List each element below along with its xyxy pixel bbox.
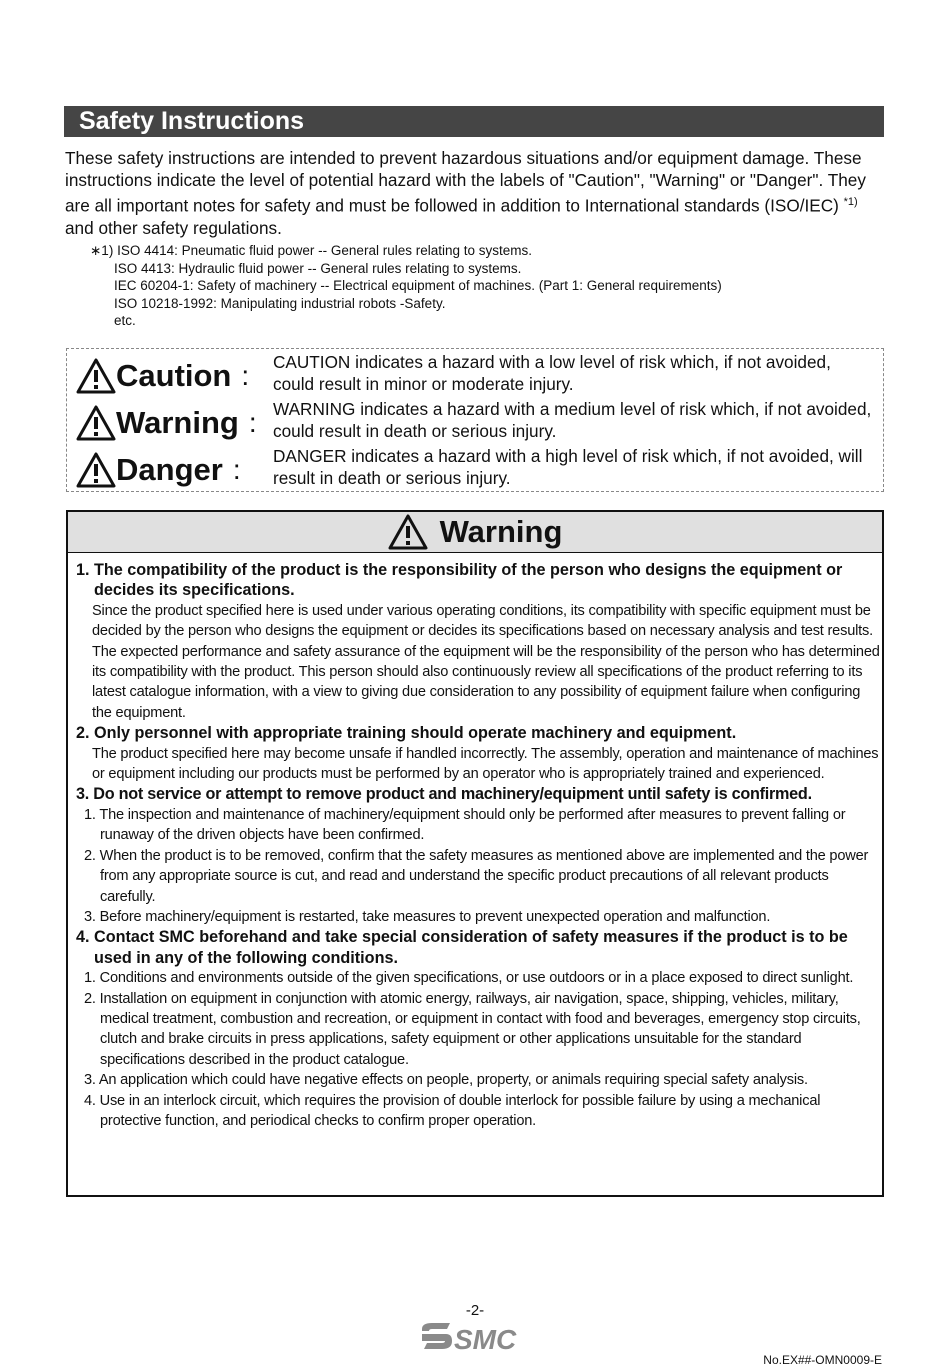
standards-references xyxy=(90,242,722,330)
smc-logo xyxy=(420,1321,530,1355)
document-number: No.EX##-OMN0009-E xyxy=(763,1353,882,1367)
warning-triangle-icon xyxy=(76,452,116,488)
warning-item-body: The product specified here may become unsafe if handled incorrectly. The assembly, operation and maintenance of machines or equipment including our products must be performed by an operator who is appropriately trained and experienced. xyxy=(92,745,879,783)
danger-description: DANGER indicates a hazard with a high level of risk which, if not avoided, will result in death or serious injury. xyxy=(273,446,863,488)
warning-item-heading: 2. Only personnel with appropriate training should operate machinery and equipment. xyxy=(76,724,737,743)
reference-line: etc. xyxy=(114,313,136,328)
section-title-bar xyxy=(64,106,884,137)
warning-box-header xyxy=(68,512,882,553)
intro-paragraph: These safety instructions are intended to prevent hazardous situations and/or equipment damage. These instructions indicate the level of potential hazard with the labels of "Caution", "Warning" or "Danger". They are all important notes for safety and must be followed in addition to International standards (ISO/IEC) $^{*1)}$ and other safety regulations. xyxy=(65,148,866,238)
warning-subitem: 4. Use in an interlock circuit, which requires the provision of double interlock for possible failure by using a mechanical protective function, and periodical checks to confirm proper operation. xyxy=(84,1092,821,1129)
warning-subitem: 2. Installation on equipment in conjunction with atomic energy, railways, air navigation, space, shipping, vehicles, military, medical treatment, combustion and recreation, or equipment in contact with food and beverages, emergency stop circuits, clutch and brake circuits in press applications, safety equipment or other applications unsuitable for the standard specifications described in the product catalogue. xyxy=(84,990,861,1068)
reference-line: IEC 60204-1: Safety of machinery -- Electrical equipment of machines. (Part 1: General requirements) xyxy=(114,278,722,293)
warning-item-heading: 4. Contact SMC beforehand and take special consideration of safety measures if the product is to be used in any of the following conditions. xyxy=(76,928,848,967)
warning-items xyxy=(76,560,880,1131)
caution-label: Caution : xyxy=(76,358,249,394)
caution-description: CAUTION indicates a hazard with a low level of risk which, if not avoided, could result in minor or moderate injury. xyxy=(273,352,831,394)
warning-subitem: 1. Conditions and environments outside of the given specifications, or use outdoors or in a place exposed to direct sunlight. xyxy=(84,970,854,987)
section-title: Safety Instructions xyxy=(79,107,305,135)
warning-triangle-icon xyxy=(76,358,116,394)
warning-subitem: 3. Before machinery/equipment is restarted, take measures to prevent unexpected operation and malfunction. xyxy=(84,908,771,925)
warning-description: WARNING indicates a hazard with a medium level of risk which, if not avoided, could result in death or serious injury. xyxy=(273,399,872,441)
reference-line: ∗1) ISO 4414: Pneumatic fluid power -- General rules relating to systems. xyxy=(90,243,532,258)
warning-subitem: 1. The inspection and maintenance of machinery/equipment should only be performed after measures to prevent falling or runaway of the driven objects have been confirmed. xyxy=(84,806,846,844)
svg-text:SMC: SMC xyxy=(454,1324,517,1355)
danger-label: Danger : xyxy=(76,452,241,488)
warning-subitem: 2. When the product is to be removed, confirm that the safety measures as mentioned above are implemented and the power from any appropriate source is cut, and read and understand the specific product precautions of all relevant products carefully. xyxy=(84,847,869,905)
page-number: -2- xyxy=(465,1302,485,1319)
footnote-mark: *1) xyxy=(843,196,858,208)
warning-box-title: Warning xyxy=(439,514,563,549)
warning-triangle-icon xyxy=(388,514,428,550)
reference-line: ISO 4413: Hydraulic fluid power -- General rules relating to systems. xyxy=(114,260,522,276)
warning-item-body: Since the product specified here is used under various operating conditions, its compatibility with specific equipment must be decided by the person who designs the equipment or decides its specifications based on necessary analysis and test results. The expected performance and safety assurance of the equipment will be the responsibility of the person who has determined its compatibility with the product. This person should also continuously review all specifications of the product referring to its latest catalogue information, with a view to giving due consideration to any possibility of equipment failure when configuring the equipment. xyxy=(92,602,880,721)
warning-label: Warning : xyxy=(76,405,257,441)
reference-line: ISO 10218-1992: Manipulating industrial robots -Safety. xyxy=(114,295,446,311)
warning-item-heading: 3. Do not service or attempt to remove product and machinery/equipment until safety is confirmed. xyxy=(76,785,812,804)
warning-subitem: 3. An application which could have negative effects on people, property, or animals requiring special safety analysis. xyxy=(84,1072,808,1089)
warning-triangle-icon xyxy=(76,405,116,441)
warning-item-heading: 1. The compatibility of the product is the responsibility of the person who designs the equipment or decides its specifications. xyxy=(76,561,843,600)
